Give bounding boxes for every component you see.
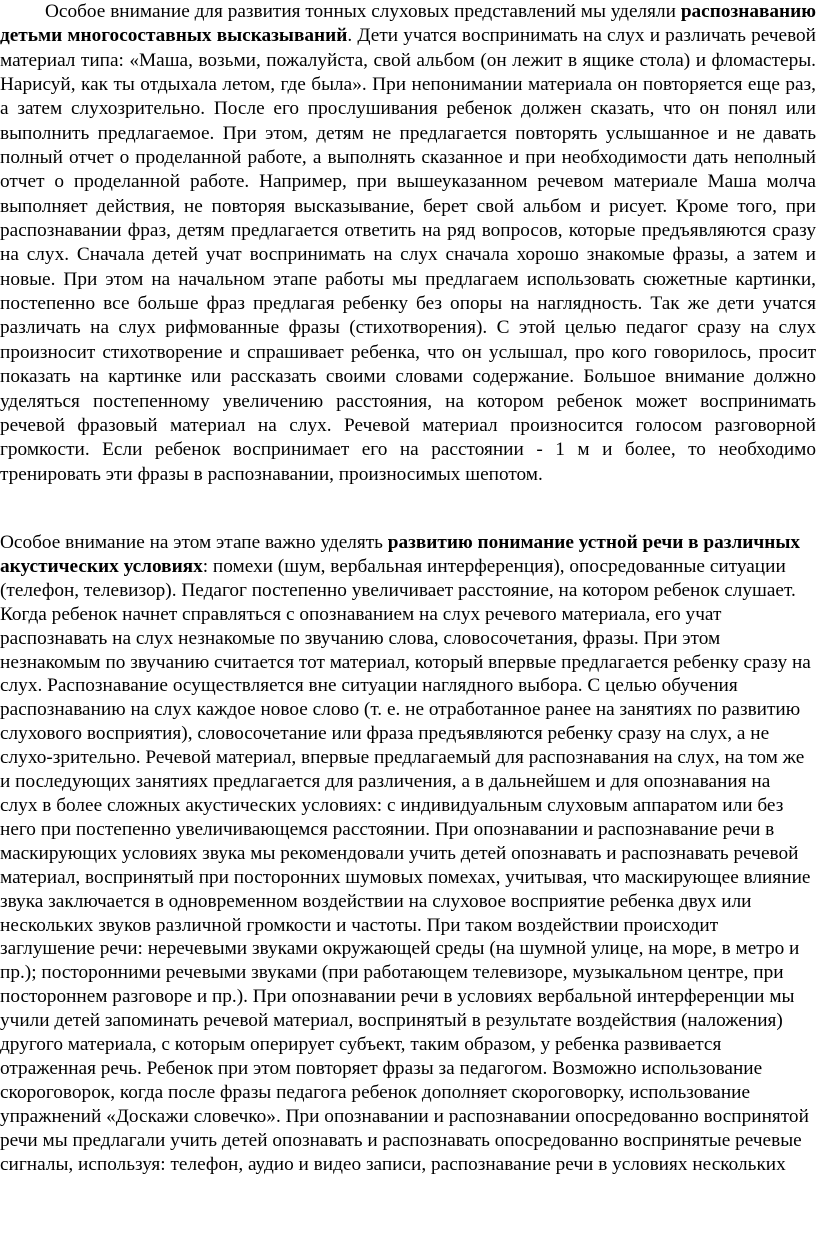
paragraph-2 xyxy=(0,531,812,1176)
paragraph-2-text-rest: : помехи (шум, вербальная интерференция), опосредованные ситуации (телефон, телевизор). Педагог постепенно увеличивает расстояние, на котором ребенок слушает. Когда ребенок начнет справляться с опознаванием на слух речевого материала, его учат распознавать на слух незнакомые по звучанию слова, словосочетания, фразы. При этом незнакомым по звучанию считается тот материал, который впервые предлагается ребенку сразу на слух. Распознавание осуществляется вне ситуации наглядного выбора. С целью обучения распознаванию на слух каждое новое слово (т. е. не отработанное ранее на занятиях по развитию слухового восприятия), словосочетание или фраза предъявляются ребенку сразу на слух, а не слухо-зрительно. Речевой материал, впервые предлагаемый для распознавания на слух, на том же и последующих занятиях предлагается для различения, а в дальнейшем и для опознавания на слух в более сложных акустических условиях: с индивидуальным слуховым аппаратом или без него при постепенно увеличивающемся расстоянии. При опознавании и распознавание речи в маскирующих условиях звука мы рекомендовали учить детей опознавать и распознавать речевой материал, воспринятый при посторонних шумовых помехах, учитывая, что маскирующее влияние звука заключается в одновременном воздействии на слуховое восприятие ребенка двух или нескольких звуков различной громкости и частоты. При таком воздействии происходит заглушение речи: неречевыми звуками окружающей среды (на шумной улице, на море, в метро и пр.); посторонними речевыми звуками (при работающем телевизоре, музыкальном центре, при постороннем разговоре и пр.). При опознавании речи в условиях вербальной интерференции мы учили детей запоминать речевой материал, воспринятый в результате воздействия (наложения) другого материала, с которым оперирует субъект, таким образом, у ребенка развивается отраженная речь. Ребенок при этом повторяет фразы за педагогом. Возможно использование скороговорок, когда после фразы педагога ребенок дополняет скороговорку, использование упражнений «Доскажи словечко». При опознавании и распознавании опосредованно воспринятой речи мы предлагали учить детей опознавать и распознавать опосредованно воспринятые речевые сигналы, используя: телефон, аудио и видео записи, распознавание речи в условиях нескольких xyxy=(0,555,811,1175)
paragraph-2-bold-phrase: развитию понимание устной речи в различных акустических условиях xyxy=(0,532,801,577)
paragraph-2-text-start: Особое внимание на этом этапе важно уделять xyxy=(0,532,388,553)
paragraph-1-text-start: Особое внимание для развития тонных слуховых представлений мы уделяли xyxy=(45,1,681,22)
paragraph-1 xyxy=(0,0,816,487)
paragraph-1-bold-phrase: распознаванию детьми многосоставных высказываний xyxy=(0,1,816,47)
paragraph-1-text-rest: . Дети учатся воспринимать на слух и различать речевой материал типа: «Маша, возьми, пожалуйста, свой альбом (он лежит в ящике стола) и фломастеры. Нарисуй, как ты отдыхала летом, где была». При непонимании материала он повторяется еще раз, а затем слухозрительно. После его прослушивания ребенок должен сказать, что он понял или выполнить предлагаемое. При этом, детям не предлагается повторять услышанное и не давать полный отчет о проделанной работе, а выполнять сказанное и при необходимости дать неполный отчет о проделанной работе. Например, при вышеуказанном речевом материале Маша молча выполняет действия, не повторяя высказывание, берет свой альбом и рисует. Кроме того, при распознавании фраз, детям предлагается ответить на ряд вопросов, которые предъявляются сразу на слух. Сначала детей учат воспринимать на слух сначала хорошо знакомые фразы, а затем и новые. При этом на начальном этапе работы мы предлагаем использовать сюжетные картинки, постепенно все больше фраз предлагая ребенку без опоры на наглядность. Так же дети учатся различать на слух рифмованные фразы (стихотворения). С этой целью педагог сразу на слух произносит стихотворение и спрашивает ребенка, что он услышал, про кого говорилось, просит показать на картинке или рассказать своими словами содержание. Большое внимание должно уделяться постепенному увеличению расстояния, на котором ребенок может воспринимать речевой фразовый материал на слух. Речевой материал произносится голосом разговорной громкости. Если ребенок воспринимает его на расстоянии - 1 м и более, то необходимо тренировать эти фразы в распознавании, произносимых шепотом. xyxy=(0,25,816,485)
